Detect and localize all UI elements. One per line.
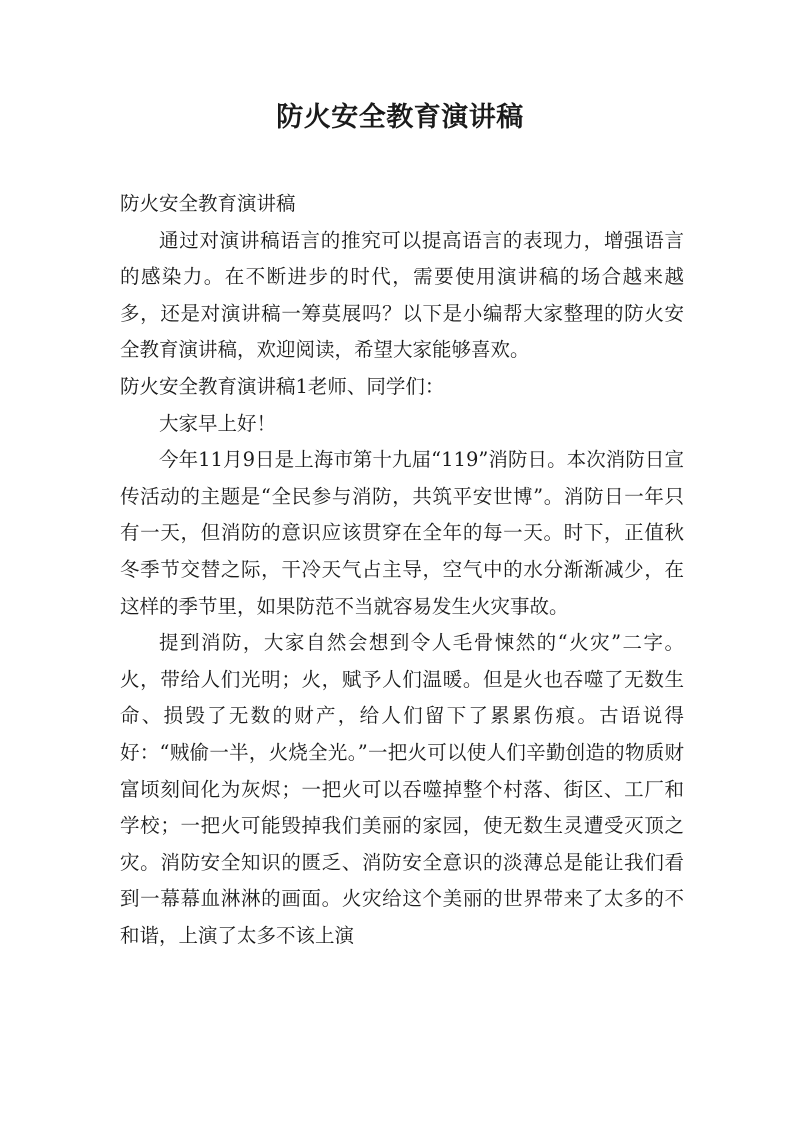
speech-heading-paragraph: 防火安全教育演讲稿1老师、同学们： [120, 374, 445, 398]
subtitle-paragraph: 防火安全教育演讲稿 [120, 192, 296, 215]
intro-paragraph: 通过对演讲稿语言的推究可以提高语言的表现力，增强语言的感染力。在不断进步的时代，需要使用演讲稿的场合越来越多，还是对演讲稿一筹莫展吗？以下是小编帮大家整理的防火安全教育演讲稿，欢迎阅读，希望大家能够喜欢。 [120, 228, 684, 362]
greeting-paragraph: 大家早上好！ [159, 411, 277, 435]
body-paragraph: 今年11月9日是上海市第十九届“119”消防日。本次消防日宣传活动的主题是“全民参与消防，共筑平安世博”。消防日一年只有一天，但消防的意识应该贯穿在全年的每一天。时下，正值秋冬季节交替之际，干冷天气占主导，空气中的水分渐渐减少，在这样的季节里，如果防范不当就容易发生火灾事故。 [120, 448, 684, 618]
document-title: 防火安全教育演讲稿 [276, 102, 524, 133]
body-paragraph: 提到消防，大家自然会想到令人毛骨悚然的“火灾”二字。火，带给人们光明；火，赋予人们温暖。但是火也吞噬了无数生命、损毁了无数的财产，给人们留下了累累伤痕。古语说得好：“贼偷一半，火烧全光。”一把火可以使人们辛勤创造的物质财富顷刻间化为灰烬；一把火可以吞噬掉整个村落、街区、工厂和学校；一把火可能毁掉我们美丽的家园，使无数生灵遭受灭顶之灾。消防安全知识的匮乏、消防安全意识的淡薄总是能让我们看到一幕幕血淋淋的画面。火灾给这个美丽的世界带来了太多的不和谐，上演了太多不该上演 [120, 631, 684, 947]
document-body [120, 186, 684, 954]
